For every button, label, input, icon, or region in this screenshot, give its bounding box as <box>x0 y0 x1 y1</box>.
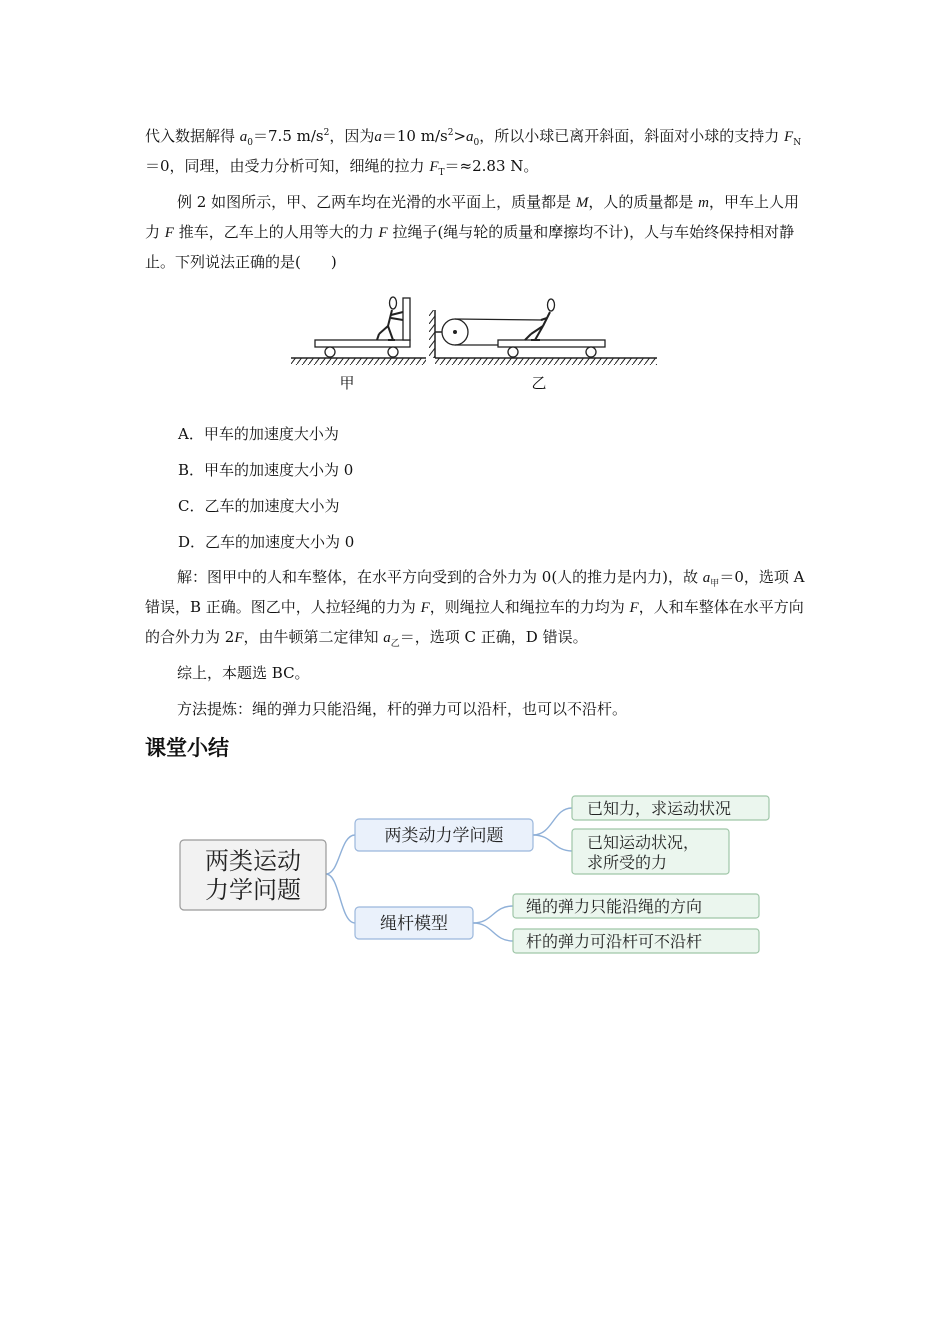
svg-text:两类动力学问题: 两类动力学问题 <box>384 826 504 846</box>
ground-left <box>291 358 426 365</box>
svg-text:求所受的力: 求所受的力 <box>587 853 668 872</box>
mindmap-branch-rope-rod <box>355 907 473 939</box>
svg-text:绳的弹力只能沿绳的方向: 绳的弹力只能沿绳的方向 <box>526 897 703 916</box>
summary-line: 综上，本题选 BC。 <box>177 664 310 682</box>
option-d: D．乙车的加速度大小为 0 <box>178 533 355 551</box>
mindmap-branch-dynamics <box>355 819 533 851</box>
wall <box>429 310 435 358</box>
cart-yi <box>498 340 605 357</box>
paragraph-continuation: 代入数据解得 $a_0=7.5$ $m/s^2$，因为a＝10 $m/s^2>a_0$，所以小球已离开斜面，斜面对小球的支持力 $F_N=0$，同理，由受力分析可知，细绳的拉力 $F_T=\approx 2.83$ N。 <box>145 127 802 178</box>
option-c: C．乙车的加速度大小为 <box>178 497 340 515</box>
example-2-question: 例 2 如图所示，甲、乙两车均在光滑的水平面上，质量都是 M，人的质量都是 m，甲车上人用力 F 推车，乙车上的人用等大的力 F 拉绳子(绳与轮的质量和摩擦均不计)，人与车始终保持相对静止。下列说法正确的是( ) <box>145 193 799 271</box>
svg-text:已知运动状况，: 已知运动状况， <box>587 833 700 852</box>
section-title: 课堂小结 <box>145 736 229 760</box>
ground-right <box>435 358 657 365</box>
mindmap <box>0 780 950 980</box>
svg-text:杆的弹力可沿杆可不沿杆: 杆的弹力可沿杆可不沿杆 <box>526 932 703 951</box>
person-jia <box>377 297 403 340</box>
mindmap-root <box>180 840 326 910</box>
svg-text:两类运动: 两类运动 <box>205 847 301 875</box>
carts-figure <box>285 292 665 392</box>
mindmap-leaf-rope <box>513 894 759 918</box>
solution-paragraph: 解：图甲中的人和车整体，在水平方向受到的合外力为 0(人的推力是内力)，故 $a_甲=0$，选项 A 错误，B 正确。图乙中，人拉轻绳的力为 F，则绳拉人和绳拉车的力均为 F，人和车整体在水平方向的合外力为 2F，由牛顿第二定律知 $a_乙=$，选项 C 正确，D 错误。 <box>145 568 805 649</box>
option-a: A．甲车的加速度大小为 <box>178 425 339 443</box>
mindmap-leaf-known-force <box>572 796 769 820</box>
mindmap-leaf-known-motion <box>572 829 729 874</box>
label-yi: 乙 <box>531 374 547 392</box>
option-b: B．甲车的加速度大小为 0 <box>178 461 354 479</box>
label-jia: 甲 <box>339 374 355 392</box>
pulley <box>435 319 468 345</box>
svg-text:绳杆模型: 绳杆模型 <box>380 914 448 934</box>
method-line: 方法提炼：绳的弹力只能沿绳，杆的弹力可以沿杆，也可以不沿杆。 <box>177 700 628 718</box>
svg-text:力学问题: 力学问题 <box>205 876 301 904</box>
mindmap-leaf-rod <box>513 929 759 953</box>
svg-text:已知力，求运动状况: 已知力，求运动状况 <box>587 799 732 818</box>
